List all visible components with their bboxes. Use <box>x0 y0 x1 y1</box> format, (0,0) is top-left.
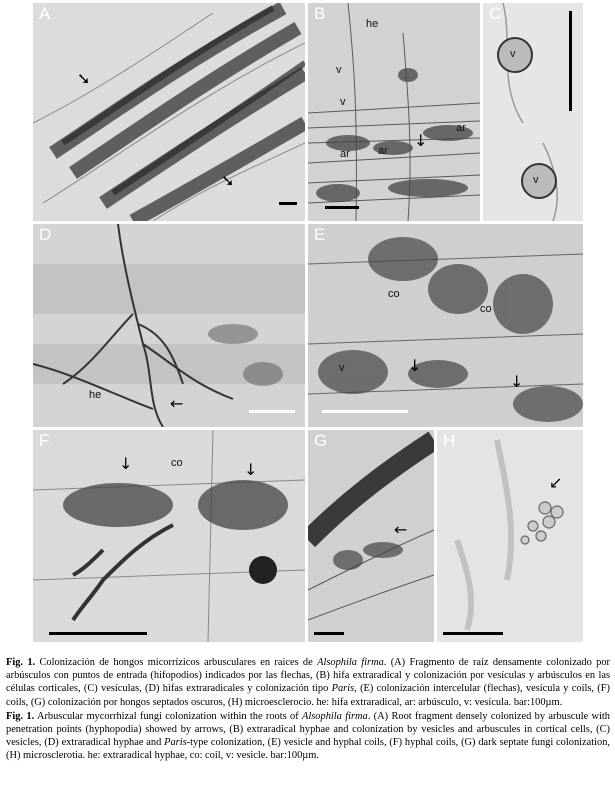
panel-f-image <box>33 430 305 642</box>
arrow-indicator: ➘ <box>77 69 91 88</box>
caption-text: Arbuscular mycorrhizal fungi colonization within the roots of <box>36 710 299 722</box>
figure-caption-block <box>6 656 610 764</box>
micrograph-panel-f <box>33 430 305 642</box>
panel-c-letter: C <box>489 4 502 23</box>
label-hyphae: he <box>366 18 379 30</box>
caption-species: Alsophila firma <box>317 657 384 668</box>
caption-text: . (A) Root fragment densely colonized by arbuscule with penetration points (hyphopodia) showed by arrows, (B) extraradical hyphae and colonization by vesicles and arbuscules in cortical cells, (C) vesicles, (D) extraradical hyphae and <box>6 710 611 749</box>
caption-text: Colonización de hongos micorrízicos arbusculares en raíces de <box>39 657 313 668</box>
caption-english <box>6 710 610 763</box>
label-vesicle: v <box>339 362 345 374</box>
arrow-indicator: ↙ <box>549 473 563 492</box>
arrow-indicator: ↓ <box>414 131 428 150</box>
label-vesicle: v <box>340 96 346 108</box>
panel-d-letter: D <box>39 225 52 244</box>
label-arbuscule: ar <box>340 148 350 160</box>
label-coil: co <box>388 288 400 300</box>
caption-text: -type colonization, (E) vesicle and hyphal coils, (F) hyphal coils, (G) dark septate fungi colonization, (H) microsclerotia. he: extraradical hyphae, co: coil, v: vesicle. bar:100µm. <box>6 737 611 762</box>
caption-species: Alsophila firma <box>302 710 368 722</box>
panel-h-image <box>437 430 583 642</box>
panel-b-image <box>308 3 480 221</box>
micrograph-panel-h <box>437 430 583 642</box>
caption-fig-number: Fig. 1. <box>6 710 35 722</box>
micrograph-panel-c <box>483 3 583 221</box>
micrograph-panel-b <box>308 3 480 221</box>
panel-e-letter: E <box>314 225 326 244</box>
micrograph-panel-e <box>308 224 583 427</box>
arrow-indicator: ↓ <box>119 454 133 473</box>
panel-h-letter: H <box>443 431 456 450</box>
panel-a-image <box>33 3 305 221</box>
arrow-indicator: ↓ <box>408 356 422 375</box>
caption-fig-number: Fig. 1. <box>6 657 36 668</box>
panel-c-image <box>483 3 583 221</box>
panel-d-image <box>33 224 305 427</box>
label-vesicle: v <box>533 174 539 186</box>
label-coil: co <box>480 303 492 315</box>
micrograph-panel-a <box>33 3 305 221</box>
micrograph-panel-d <box>33 224 305 427</box>
label-arbuscule: ar <box>456 122 466 134</box>
caption-paris: Paris <box>164 737 187 749</box>
caption-text: , (E) colonización intercelular (flechas), vesícula y coils, (F) coils, (G) colonización por hongos septados oscuros, (H) microesclerocio. he: hifa extraradical, ar: arbúsculo, v: vesícula. bar:100µm. <box>6 683 610 708</box>
panel-g-letter: G <box>314 431 328 450</box>
label-coil: co <box>171 457 183 469</box>
arrow-indicator: ↓ <box>244 460 258 479</box>
arrow-indicator: ← <box>394 520 408 539</box>
caption-paris: Paris <box>331 683 355 695</box>
arrow-indicator: ↓ <box>510 372 524 391</box>
arrow-indicator: ➘ <box>221 171 235 190</box>
label-arbuscule: ar <box>378 145 388 157</box>
label-hyphae: he <box>89 389 102 401</box>
panel-b-letter: B <box>314 4 326 23</box>
panel-g-image <box>308 430 434 642</box>
panel-e-image <box>308 224 583 427</box>
panel-f-letter: F <box>39 431 50 450</box>
panel-a-letter: A <box>39 4 51 23</box>
label-vesicle: v <box>510 48 516 60</box>
caption-text: . (A) Fragmento de raíz densamente colonizado por arbúsculos con puntos de entrada (hifopodios) indicados por las flechas, (B) hifa extraradical y colonización por vesículas y arbúsculos en las células corticales, (C) vesículas, (D) hifas extraradicales y colonización tipo <box>6 657 610 695</box>
label-vesicle: v <box>336 64 342 76</box>
arrow-indicator: ← <box>170 394 184 413</box>
caption-spanish <box>6 656 610 709</box>
micrograph-panel-g <box>308 430 434 642</box>
